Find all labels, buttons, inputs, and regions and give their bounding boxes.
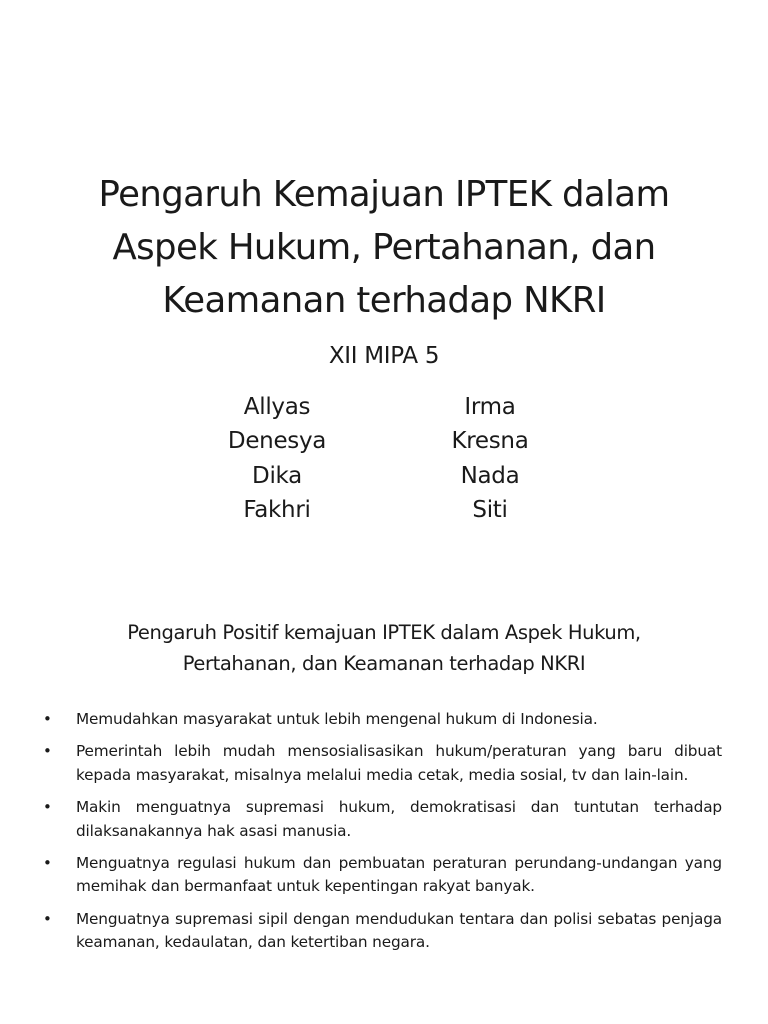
bullet-item: [40, 852, 722, 899]
content-slide: [0, 580, 768, 1024]
bullet-icon: •: [43, 710, 52, 728]
bullet-icon: •: [43, 798, 52, 817]
section-title-line: Pertahanan, dan Keamanan terhadap NKRI: [182, 652, 586, 675]
bullet-text: Menguatnya regulasi hukum dan pembuatan peraturan perundang-undangan yang memihak dan bermanfaat untuk kepentingan rakyat banyak.: [76, 853, 722, 896]
bullet-text: Pemerintah lebih mudah mensosialisasikan hukum/peraturan yang baru dibuat kepada masyarakat, misalnya melalui media cetak, media sosial, tv dan lain-lain.: [76, 742, 722, 784]
bullet-item: [40, 908, 722, 955]
bullet-text: Memudahkan masyarakat untuk lebih mengenal hukum di Indonesia.: [76, 710, 598, 728]
class-label: XII MIPA 5: [328, 343, 440, 369]
bullet-icon: •: [43, 742, 52, 761]
member-name: Denesya: [227, 428, 327, 455]
member-name: Nada: [460, 462, 520, 489]
member-name: Fakhri: [243, 496, 311, 523]
bullet-text: Makin menguatnya supremasi hukum, demokratisasi dan tuntutan terhadap dilaksanakannya hak asasi manusia.: [76, 798, 722, 840]
member-name: Irma: [464, 394, 516, 420]
section-title-line: Pengaruh Positif kemajuan IPTEK dalam Aspek Hukum,: [127, 621, 641, 644]
member-name: Siti: [472, 496, 508, 523]
bullet-item: [40, 740, 722, 787]
member-name: Dika: [252, 462, 302, 489]
cover-title-line: Aspek Hukum, Pertahanan, dan: [112, 227, 656, 268]
bullet-icon: •: [43, 853, 52, 872]
bullet-text: Menguatnya supremasi sipil dengan mendudukan tentara dan polisi sebatas penjaga keamanan, kedaulatan, dan ketertiban negara.: [76, 909, 722, 952]
member-name: Allyas: [243, 394, 311, 420]
member-name: Kresna: [451, 428, 529, 455]
cover-title: [40, 168, 728, 327]
cover-title-line: Pengaruh Kemajuan IPTEK dalam: [98, 174, 670, 215]
section-title: [0, 617, 768, 679]
bullet-icon: •: [43, 909, 52, 928]
cover-title-line: Keamanan terhadap NKRI: [162, 280, 606, 321]
bullet-list: [40, 708, 722, 963]
members-right-column: [410, 390, 570, 527]
bullet-item: [40, 708, 722, 732]
members-left-column: [197, 390, 357, 527]
bullet-item: [40, 796, 722, 843]
